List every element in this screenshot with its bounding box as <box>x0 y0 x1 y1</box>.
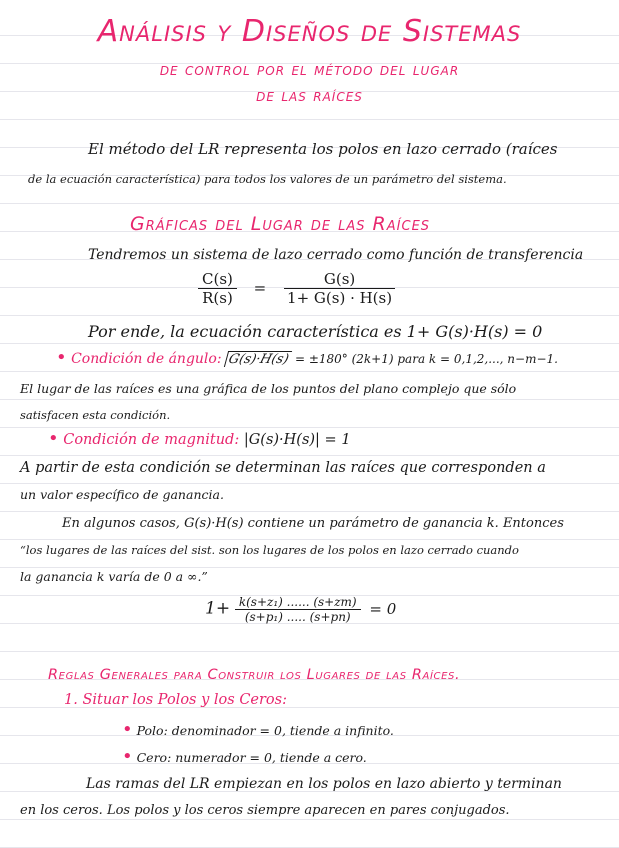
graficas-paragraph-2: Por ende, la ecuación característica es 1+ G(s)·H(s) = 0 <box>88 322 543 341</box>
angle-box: G(s)·H(s) <box>224 351 293 367</box>
eq2-tail: = 0 <box>369 599 397 618</box>
angle-condition-equation: = ±180° (2k+1) para k = 0,1,2,..., n−m−1. <box>294 352 558 366</box>
bullet-icon: • <box>122 719 133 740</box>
rhs-denominator: 1+ G(s) · H(s) <box>287 289 393 307</box>
intro-line-2: de la ecuación característica) para todos los valores de un parámetro del sistema. <box>28 172 507 186</box>
graficas-paragraph-5a: En algunos casos, G(s)·H(s) contiene un parámetro de ganancia k. Entonces <box>62 516 564 531</box>
page-subtitle-1: de control por el método del lugar <box>159 60 460 80</box>
eq2-numerator: k(s+z₁) ...... (s+zm) <box>235 595 361 610</box>
lhs-denominator: R(s) <box>202 289 233 307</box>
page-title: Análisis y Diseños de Sistemas <box>97 14 522 49</box>
graficas-paragraph-5b: “los lugares de las raíces del sist. son los lugares de los polos en lazo cerrado cuando <box>20 543 519 557</box>
eq2-lead: 1+ <box>205 598 231 619</box>
graficas-paragraph-3a: El lugar de las raíces es una gráfica de los puntos del plano complejo que sólo <box>20 381 517 396</box>
bullet-icon: • <box>122 746 133 767</box>
magnitude-condition-label: Condición de magnitud: <box>63 432 240 448</box>
bullet-cero-text: Cero: numerador = 0, tiende a cero. <box>136 750 367 765</box>
section-heading-reglas: Reglas Generales para Construir los Lugares de las Raíces. <box>48 667 461 683</box>
rhs-numerator: G(s) <box>284 270 395 289</box>
lhs-fraction <box>198 270 237 307</box>
eq2-denominator: (s+p₁) ..... (s+pn) <box>244 610 351 624</box>
page-subtitle-2: de las raíces <box>256 86 363 106</box>
eq2-fraction <box>235 595 361 624</box>
equals-sign: = <box>253 278 267 297</box>
graficas-paragraph-3b: satisfacen esta condición. <box>20 408 171 422</box>
magnitude-condition-equation: |G(s)·H(s)| = 1 <box>243 432 351 448</box>
graficas-paragraph-1: Tendremos un sistema de lazo cerrado como función de transferencia <box>88 247 584 263</box>
angle-condition-label: Condición de ángulo: <box>71 351 222 367</box>
lhs-numerator: C(s) <box>198 270 237 289</box>
transfer-function-equation <box>198 270 396 307</box>
reglas-paragraph-a: Las ramas del LR empiezan en los polos en lazo abierto y terminan <box>86 776 562 792</box>
intro-line-1: El método del LR representa los polos en lazo cerrado (raíces <box>88 140 558 158</box>
bullet-icon: • <box>48 428 59 449</box>
closed-loop-gain-equation <box>205 595 396 624</box>
bullet-cero <box>122 746 367 767</box>
section-heading-graficas: Gráficas del Lugar de las Raíces <box>130 213 431 235</box>
graficas-paragraph-4b: un valor específico de ganancia. <box>20 487 224 502</box>
magnitude-condition <box>48 428 351 449</box>
rule-item-1: 1. Situar los Polos y los Ceros: <box>64 692 287 708</box>
bullet-polo <box>122 719 394 740</box>
graficas-paragraph-5c: la ganancia k varía de 0 a ∞.” <box>20 569 208 584</box>
angle-condition <box>56 347 558 368</box>
rhs-fraction <box>283 270 396 307</box>
bullet-polo-text: Polo: denominador = 0, tiende a infinito. <box>136 723 394 738</box>
reglas-paragraph-b: en los ceros. Los polos y los ceros siempre aparecen en pares conjugados. <box>20 803 510 818</box>
graficas-paragraph-4a: A partir de esta condición se determinan las raíces que corresponden a <box>20 460 546 476</box>
bullet-icon: • <box>56 347 67 368</box>
